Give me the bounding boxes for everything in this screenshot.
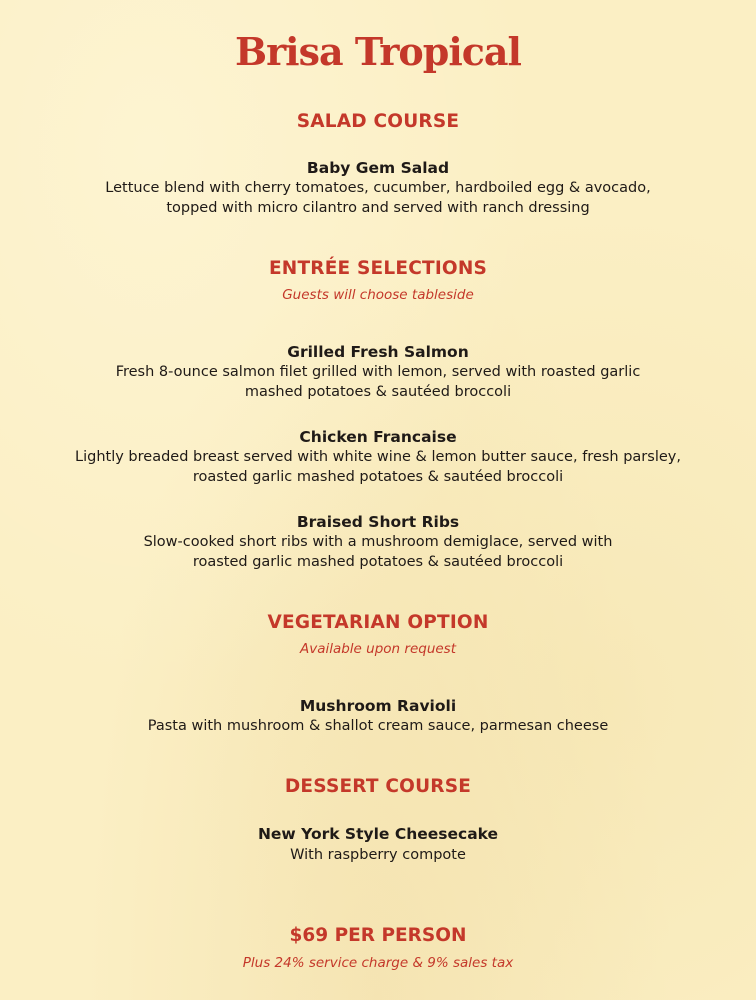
description-line: Lettuce blend with cherry tomatoes, cucumber, hardboiled egg & avocado, [105,180,651,196]
description-line: roasted garlic mashed potatoes & sautéed broccoli [192,469,564,485]
vegetarian-option-heading: VEGETARIAN OPTION [267,612,489,633]
dessert-course-heading: DESSERT COURSE [284,776,472,797]
restaurant-title: Brisa Tropical [235,29,521,74]
salad-course-heading: SALAD COURSE [296,111,460,132]
chicken-francaise-description [0,447,756,487]
baby-gem-salad-description [0,178,756,218]
description-line: topped with micro cilantro and served with ranch dressing [166,200,590,216]
description-line: With raspberry compote [290,847,466,863]
description-line: roasted garlic mashed potatoes & sautéed broccoli [192,554,564,570]
braised-short-ribs-name: Braised Short Ribs [296,513,460,531]
entree-selections-subheading: Guests will choose tableside [282,287,474,303]
vegetarian-option-subheading: Available upon request [299,641,457,657]
description-line: Fresh 8-ounce salmon filet grilled with lemon, served with roasted garlic [115,364,641,380]
description-line: Lightly breaded breast served with white wine & lemon butter sauce, fresh parsley, [75,449,681,465]
service-charge-note: Plus 24% service charge & 9% sales tax [242,955,514,971]
description-line: Slow-cooked short ribs with a mushroom demiglace, served with [143,534,613,550]
description-line: mashed potatoes & sautéed broccoli [244,384,512,400]
new-york-cheesecake-description [0,845,756,865]
mushroom-ravioli-name: Mushroom Ravioli [299,697,457,715]
mushroom-ravioli-description [0,716,756,736]
entree-selections-heading: ENTRÉE SELECTIONS [268,258,488,279]
description-line: Pasta with mushroom & shallot cream sauce, parmesan cheese [147,718,609,734]
price-per-person: $69 PER PERSON [289,925,467,946]
new-york-cheesecake-name: New York Style Cheesecake [257,825,499,843]
grilled-fresh-salmon-name: Grilled Fresh Salmon [287,343,469,361]
baby-gem-salad-name: Baby Gem Salad [306,159,450,177]
grilled-fresh-salmon-description [0,362,756,402]
chicken-francaise-name: Chicken Francaise [299,428,457,446]
braised-short-ribs-description [0,532,756,572]
